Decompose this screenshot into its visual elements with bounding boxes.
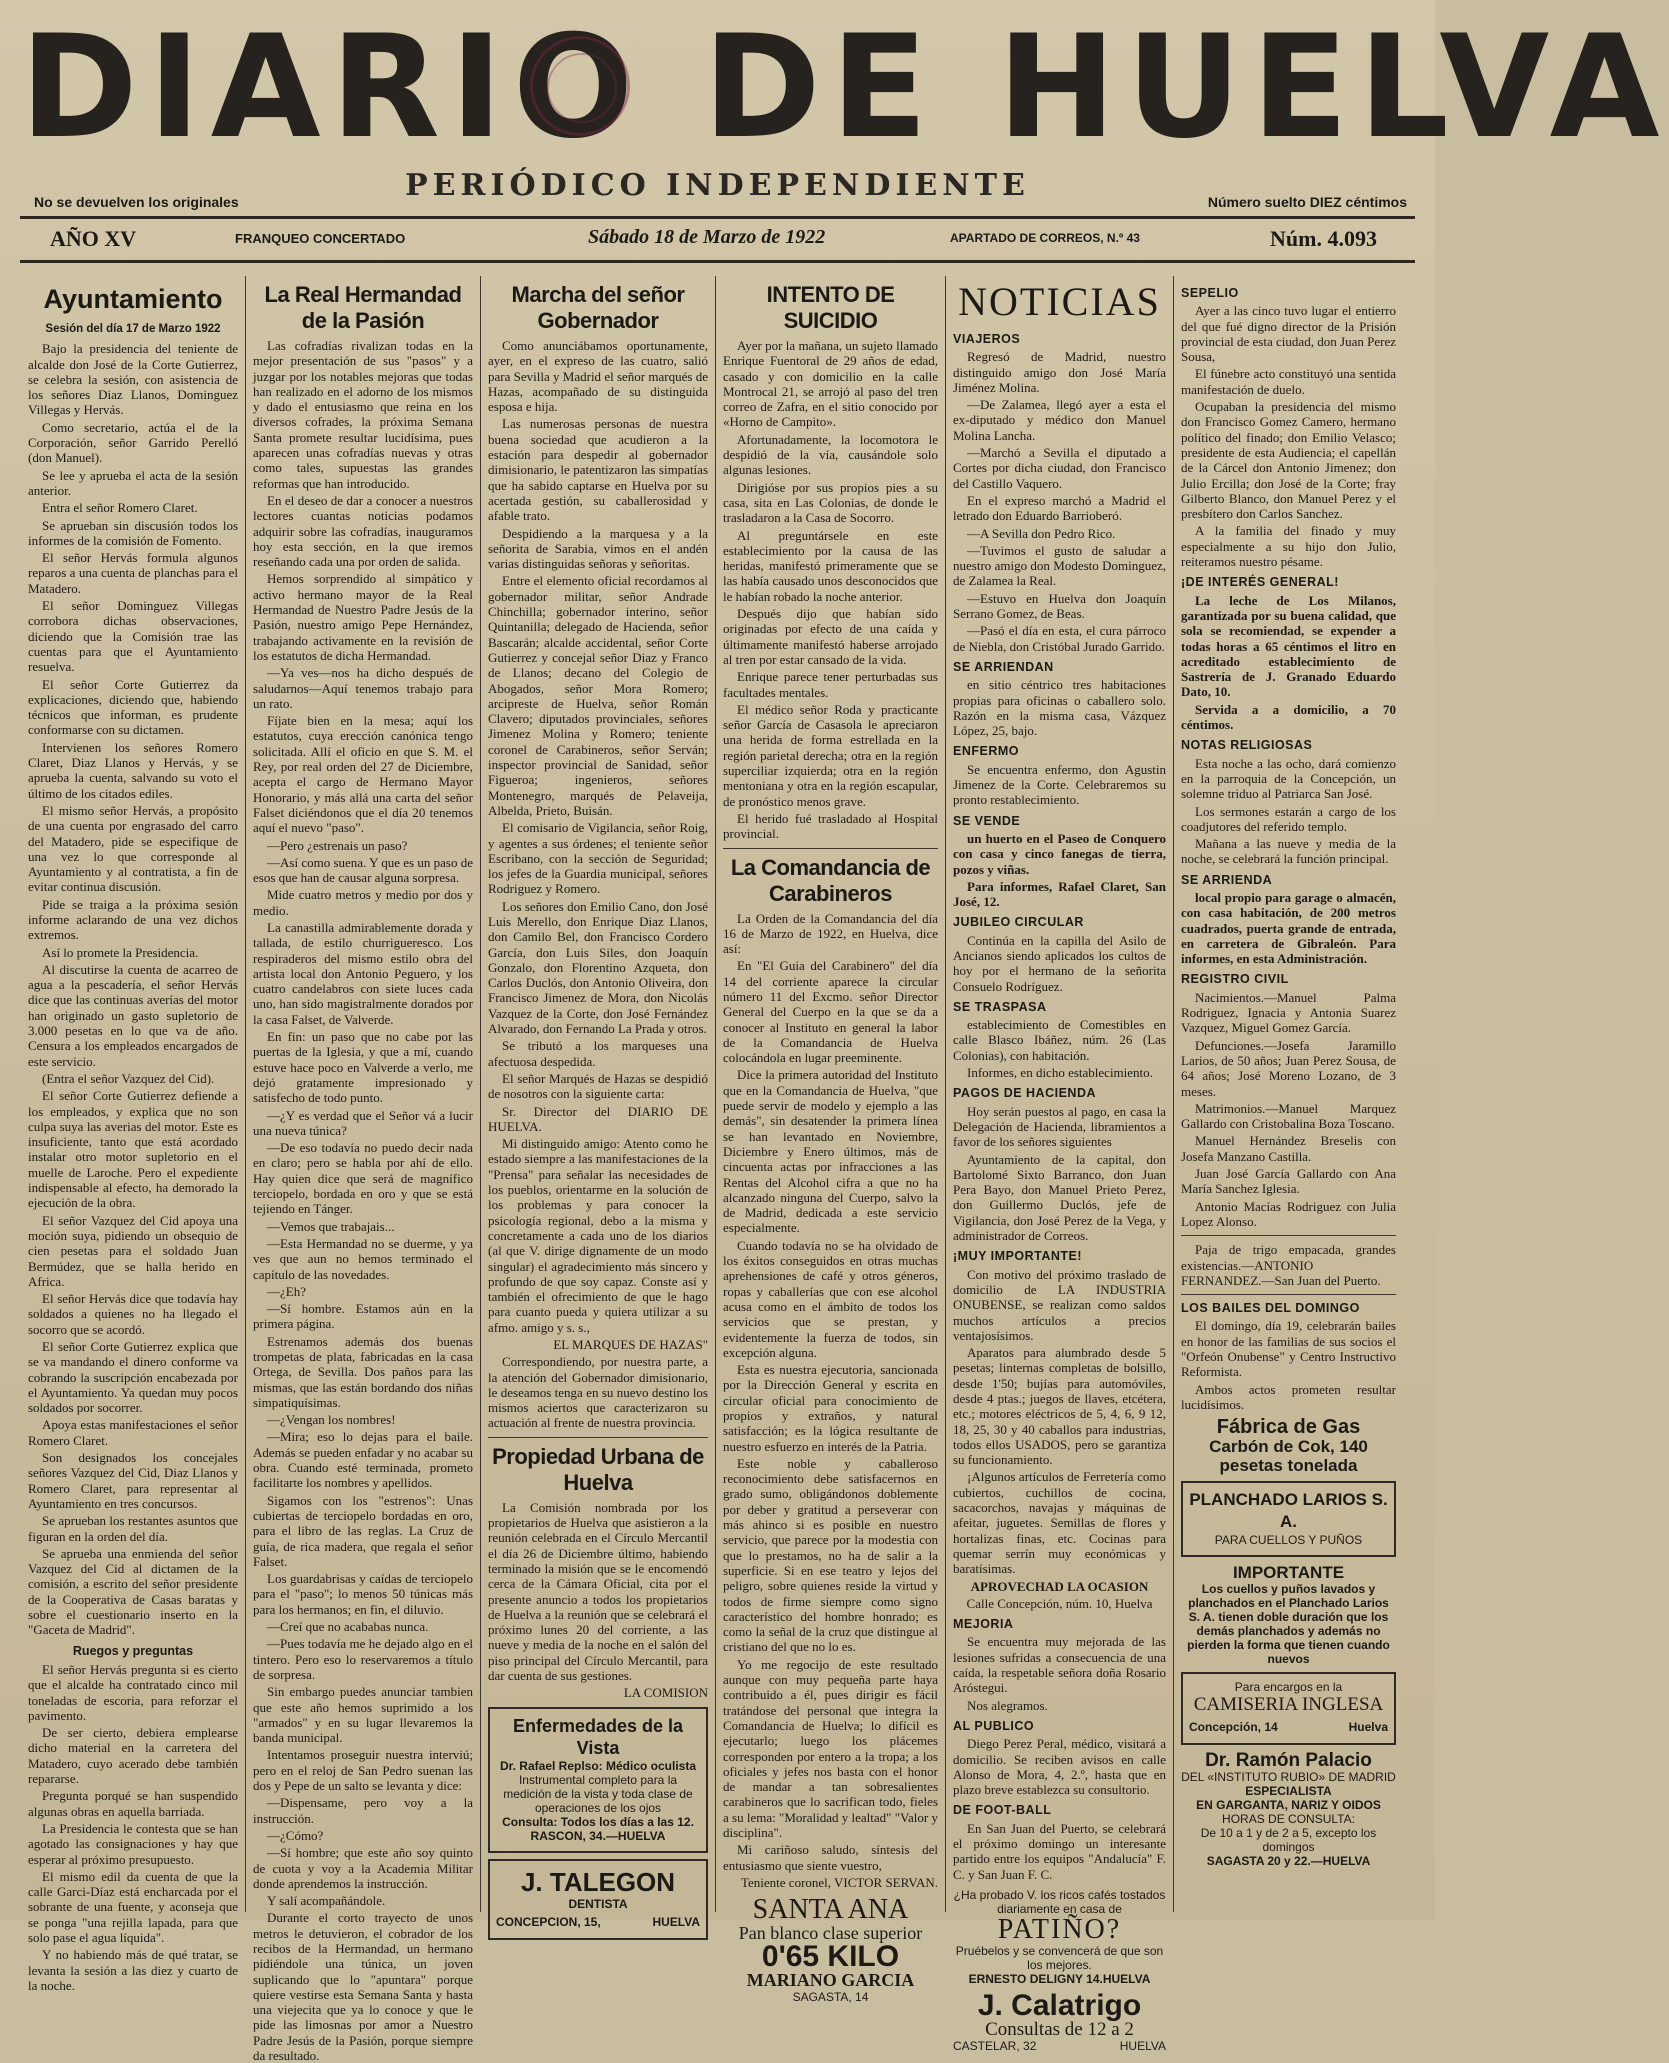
paragraph: Con motivo del próximo traslado de domicilio de LA INDUSTRIA ONUBENSE, se realizan como saldos muchos artículos a precios ventajosísimos. [953, 1266, 1166, 1343]
paragraph: Hemos sorprendido al simpático y activo hermano mayor de la Real Hermandad de Nuestro Padre Jesús de la Pasión, nuestro amigo Pepe Hernández, trabajando activamente en la revisión de los estatutos de dicha Hermandad. [253, 571, 473, 663]
paragraph: Aparatos para alumbrado desde 5 pesetas; linternas completas de bolsillo, desde 1'50; bujías para automóviles, desde 4 ptas.; juegos de llaves, etcétera, etc.; motores eléctricos de 5, 4, 6, 9 12, 18, 25, 30 y 40 caballos para industrias, todos ellos USADOS, pero se garantiza su funcionamiento. [953, 1345, 1166, 1468]
ad-city: HUELVA [652, 1914, 700, 1929]
ad-role: DENTISTA [568, 1896, 628, 1911]
paragraph: Nacimientos.—Manuel Palma Rodriguez, Ignacia y Antonia Suarez Vazquez, Miguel Gomez García. [1181, 989, 1396, 1036]
article-title: Marcha del señor Gobernador [511, 282, 685, 333]
paragraph: Fíjate bien en la mesa; aquí los estatutos, cuya erección canónica tengo solicitada. Allí el oficio en que S. M. el Rey, por real orden del 27 de Diciembre, acepta el cargo de Hermano Mayor Honorario, y más allá una carta del señor Falset diciéndonos que el día 20 tenemos aquí el nuevo "paso". [253, 713, 473, 836]
paragraph: —Mira; eso lo dejas para el baile. Además se pueden enfadar y no acabar su obra. Cuando esté terminada, prometo facilitarte los nombres y apellidos. [253, 1429, 473, 1491]
paragraph: Así lo promete la Presidencia. [42, 944, 199, 960]
ad-title: CAMISERIA INGLESA [1193, 1694, 1384, 1716]
top-rule [20, 216, 1415, 219]
paragraph: Se aprueban sin discusión todos los informes de la comisión de Fomento. [28, 517, 238, 548]
paragraph: —Dispensame, pero voy a la instrucción. [253, 1795, 473, 1826]
ad-owner: MARIANO GARCIA [746, 1970, 915, 1991]
column-gobernador [488, 280, 708, 1929]
paragraph: Sin embargo puedes anunciar tambien que este año hemos suprimido a los "armados" y en su lugar llevaremos la banda municipal. [253, 1684, 473, 1746]
section-heading: SE ARRIENDA [1181, 872, 1273, 887]
paragraph: Las numerosas personas de nuestra buena sociedad que acudieron a la estación para despedir al gobernador dimisionario, le patentizaron las simpatías que ha sabido captarse en Huelva por su acertada gestión, su caballerosidad y afable trato. [488, 416, 708, 524]
ad-text: HORAS DE CONSULTA: [1222, 1812, 1355, 1827]
ad-title: Enfermedades de la Vista [512, 1715, 684, 1758]
paragraph: Nos alegramos. [967, 1697, 1048, 1713]
ad-title: IMPORTANTE [1232, 1563, 1345, 1583]
ad-text: DEL «INSTITUTO RUBIO» DE MADRID [1181, 1770, 1396, 1785]
ad-address: CASTELAR, 32 [953, 2038, 1037, 2053]
paragraph: Se lee y aprueba el acta de la sesión anterior. [28, 467, 238, 498]
section-heading: SE TRASPASA [953, 999, 1047, 1014]
paragraph: —Esta Hermandad no se duerme, y ya ves que aun no hemos terminado el capítulo de las novedades. [253, 1235, 473, 1282]
section-heading: REGISTRO CIVIL [1181, 972, 1289, 987]
paragraph: Calle Concepción, núm. 10, Huelva [966, 1595, 1153, 1611]
paragraph: Los guardabrisas y caídas de terciopelo para el "paso"; lo menos 50 túnicas más para los hermanos; en fin, el diluvio. [253, 1571, 473, 1617]
paragraph: Ayuntamiento de la capital, don Bartolomé Sixto Barranco, don Juan Pera Bayo, don Manuel Prieto Perez, don Guillermo Duclós, jefe de Vigilancia, don José Perez de la Vega, y administrador de Correos. [953, 1151, 1166, 1244]
paragraph: Mi distinguido amigo: Atento como he estado siempre a las manifestaciones de la "Prensa" para señalar las necesidades de los pueblos, orientarme en la solución de los problemas y para conocer la psicología regional, debo a la misma y concretamente a cada uno de los diarios (al que V. dirige dignamente de un modo singular) el agradecimiento más sincero y profundo de que soy capaz. Conste así y también el ofrecimiento de que le hago para cuanto pueda y quiera utilizar a su afmo. amigo y s. s., [488, 1136, 708, 1335]
paragraph: El médico señor Roda y practicante señor García de Casasola le apreciaron una herida de forma estrellada en la región parietal derecha; otra en la región superciliar izquierda; otra en la región mentoniana y otra en la región escapular, de pronóstico menos grave. [723, 701, 938, 809]
ad-address: SAGASTA 20 y 22.—HUELVA [1206, 1854, 1371, 1869]
ad-importante [1181, 1563, 1396, 1666]
separator [1181, 1294, 1396, 1295]
ad-name: SANTA ANA [752, 1894, 909, 1926]
ad-title: Fábrica de Gas [1216, 1416, 1361, 1439]
paragraph: (Entra el señor Vazquez del Cid). [42, 1070, 215, 1086]
column-divider [1173, 276, 1174, 1912]
paragraph: Enrique parece tener perturbadas sus facultades mentales. [723, 669, 938, 700]
paragraph: —¿Vengan los nombres! [267, 1412, 396, 1428]
paragraph: en sitio céntrico tres habitaciones propias para oficinas o caballero solo. Razón en la misma casa, Vázquez López, 25, bajo. [953, 677, 1166, 739]
paragraph: La Comisión nombrada por los propietarios de Huelva que asistieron a la reunión celebrada en el Círculo Mercantil el día 26 de Diciembre último, habiendo terminado la misión que se le encomendó cerca de la Cámara Oficial, cita por el presente anuncio a todos los propietarios de Huelva a la reunión que se celebrará el próximo lunes 20 del corriente, a las nueve y media de la noche en el salón del piso principal del Círculo Mercantil, para dar cuenta de sus gestiones. [488, 1499, 708, 1684]
section-title: NOTICIAS [958, 279, 1161, 324]
ad-doctor: Dr. Rafael Replso: Médico oculista [499, 1758, 697, 1773]
paragraph: El mismo señor Hervás, a propósito de una cuenta por engrasado del carro del Matadero, pide se especifique de una vez lo que corresponde al Ayuntamiento y al contratista, a fin de evitar continua discusión. [28, 802, 238, 895]
ad-text: Pan blanco clase superior [738, 1923, 923, 1944]
article-title: Propiedad Urbana de Huelva [492, 1443, 704, 1495]
paragraph: Dirigióse por sus propios pies a su casa, sita en Las Colonias, de donde le trasladaron a la Casa de Socorro. [723, 479, 938, 526]
paragraph: Mide cuatro metros y medio por dos y medio. [253, 887, 473, 918]
paragraph: En San Juan del Puerto, se celebrará el próximo domingo un interesante partido entre los equipos "Andalucía" F. C. y San Juan F. C. [953, 1820, 1166, 1882]
paragraph: Esta noche a las ocho, dará comienzo en la parroquia de la Concepción, un solemne triduo al Patriarca San José. [1181, 755, 1396, 802]
paragraph: La Orden de la Comandancia del día 16 de Marzo de 1922, en Huelva, dice así: [723, 910, 938, 957]
library-stamp [530, 36, 630, 136]
section-heading: NOTAS RELIGIOSAS [1181, 738, 1313, 753]
ad-address: Concepción, 14 [1189, 1720, 1278, 1735]
paragraph: —Vemos que trabajais... [267, 1218, 395, 1234]
paragraph: Durante el corto trayecto de unos metros le detuvieron, el cobrador de los recibos de la Hermandad, un hermano pidiéndole una túnica, un joven suplicando que lo "apuntara" porque quiere vestirse esta Semana Santa y hasta una viejecita que ya lo conoce y que le pide las limosnas por amor a Nuestro Padre Jesús de la Pasión, porque siempre da resultado. [253, 1910, 473, 2063]
paragraph: Ayer a las cinco tuvo lugar el entierro del que fué digno director de la Prisión provincial de esta ciudad, don Juan Perez Sousa, [1181, 303, 1396, 365]
column-ayuntamiento [28, 280, 238, 1993]
ad-address: RASCON, 34.—HUELVA [530, 1828, 666, 1843]
paragraph: Este noble y caballeroso reconocimiento debe satisfacernos en grado sumo, obligándonos doblemente por deber y gratitud a perseverar con más ahinco si es posible en nuestro servicio, que parece por la modestia con que lo prestamos, no ha de salir a la superficie. Si en ese teatro y lejos del peligro, sobre quienes reside la virtud y todos de firme siempre como signo característico del hombre honrado; es como la señal de la cruz que distingue al cristiano del que no lo es. [723, 1455, 938, 1655]
section-heading: VIAJEROS [953, 332, 1021, 346]
paragraph: Correspondiendo, por nuestra parte, a la atención del Gobernador dimisionario, le deseamos tenga en su nuevo destino los mismos aciertos que caracterizaron su actuación al frente de nuestra provincia. [488, 1354, 708, 1431]
paragraph: El señor Dominguez Villegas corrobora dichas observaciones, diciendo que la Comisión trae las cuentas para que el Ayuntamiento resuelva. [28, 598, 238, 675]
separator [488, 1437, 708, 1438]
section-heading: JUBILEO CIRCULAR [953, 915, 1084, 930]
section-heading: PAGOS DE HACIENDA [953, 1086, 1097, 1101]
paragraph: El domingo, día 19, celebrarán bailes en honor de las familias de sus socios el "Orfeón Onubense" y Centro Instructivo Reformista. [1181, 1318, 1396, 1380]
bottom-rule [20, 260, 1415, 263]
ad-santa-ana [723, 1896, 938, 2004]
paragraph: Paja de trigo empacada, grandes existencias.—ANTONIO FERNANDEZ.—San Juan del Puerto. [1181, 1242, 1396, 1288]
paragraph: Antonio Macías Rodriguez con Julia Lopez Alonso. [1181, 1198, 1396, 1229]
ad-text: ESPECIALISTA [1245, 1784, 1332, 1799]
paragraph: Se aprueba una enmienda del señor Vazquez del Cid al dictamen de la comisión, a escrito del señor presidente de la Cooperativa de Casas baratas y sobre el cuestionario inserto en la "Gaceta de Madrid". [28, 1545, 238, 1638]
paragraph: Diego Perez Peral, médico, visitará a domicilio. Se reciben avisos en calle Alonso de Mora, 4, 2.º, hasta que en plazo breve establezca su consultorio. [953, 1736, 1166, 1798]
paragraph: El señor Marqués de Hazas se despidió de nosotros con la siguiente carta: [488, 1070, 708, 1102]
paragraph: Entre el elemento oficial recordamos al gobernador militar, señor Andrade Chinchilla; gobernador interino, señor Quintanilla; delegado de Hacienda, señor Bascarán; alcalde accidental, señor Corte Gutierrez y concejal señor Diaz y Franco de Llanos; decano del Colegio de Abogados, señor Mora Romero; arcipreste de Huelva, señor Román Clavero; diputados provinciales, señores Jimenez Molina y Romero; teniente coronel de Carabineros, señor Serván; inspector provincial de Sanidad, señor Figueroa; ingenieros, señores Montenegro, marqués de Pelaveija, Albelda, Prieto, Buisán. [488, 573, 708, 818]
paragraph: Apoya estas manifestaciones el señor Romero Claret. [28, 1417, 238, 1448]
paragraph: Al preguntársele en este establecimiento por la causa de las heridas, manifestó primeramente que se las había causado unos desconocidos que le habían robado la noche anterior. [723, 527, 938, 604]
paragraph: Y salí acompañándole. [267, 1893, 386, 1909]
paragraph: Esta es nuestra ejecutoria, sancionada por la Dirección General y escrita en circular oficial para conocimiento de propios y extraños, y natural satisfacción; es la lógica resultante de nuestro esfuerzo en interés de la Patria. [723, 1362, 938, 1454]
column-hermandad [253, 280, 473, 2063]
ad-text: Pruébelos y se convencerá de que son los mejores. [955, 1943, 1164, 1972]
paragraph: La leche de Los Milanos, garantizada por su buena calidad, que sola se recomiendad, se expender a todas horas a 65 céntimos el litro en acreditado establecimiento de Sastrería de J. Granado Eduardo Dato, 10. [1181, 592, 1396, 700]
section-kicker: Ruegos y preguntas [72, 1643, 194, 1658]
franqueo-note: FRANQUEO CONCERTADO [235, 231, 406, 246]
paragraph: Son designados los concejales señores Vazquez del Cid, Diaz Llanos y Romero Claret, para representar al Ayuntamiento en tres concursos. [28, 1450, 238, 1511]
paragraph: Y no habiendo más de qué tratar, se levanta la sesión a las diez y cuarto de la noche. [28, 1947, 238, 1993]
paragraph: Regresó de Madrid, nuestro distinguido amigo don José María Jiménez Molina. [953, 349, 1166, 395]
ad-name: J. Calatrigo [977, 1988, 1142, 2022]
paragraph: Bajo la presidencia del teniente de alcalde don José de la Corte Gutierrez, se celebra la sesión, con asistencia de los señores Diaz Llanos, Dominguez Villegas y Hervás. [28, 341, 238, 418]
paragraph: —Marchó a Sevilla el diputado a Cortes por dicha ciudad, don Francisco del Castillo Vaquero. [953, 445, 1166, 491]
ad-fabrica-gas [1181, 1418, 1396, 1475]
ad-text: EN GARGANTA, NARIZ Y OIDOS [1196, 1798, 1381, 1813]
paragraph: Para informes, Rafael Claret, San José, 12. [953, 878, 1166, 910]
paragraph: Se encuentra muy mejorada de las lesiones sufridas a consecuencia de una caída, la respetable señora doña Rosario Aróstegui. [953, 1634, 1166, 1696]
ad-address: CONCEPCION, 15, [496, 1914, 601, 1929]
paragraph: —¿Cómo? [267, 1827, 324, 1843]
masthead [20, 5, 1669, 258]
paragraph: A la familia del finado y muy especialmente a su hijo don Julio, reiteramos nuestro pésame. [1181, 523, 1396, 570]
column-suicidio [723, 280, 938, 2005]
paragraph: Matrimonios.—Manuel Marquez Gallardo con Cristobalina Boza Toscano. [1181, 1100, 1396, 1132]
paragraph: Intervienen los señores Romero Claret, Diaz Llanos y Hervás, y se aprueba la cuenta, salvando su voto el último de los citados ediles. [28, 739, 238, 801]
paragraph: Las cofradías rivalizan todas en la mejor presentación de sus "pasos" y a juzgar por los notables mejoras que todas han realizado en el adorno de los mismos y dado el entusiasmo que reina en los diversos cofrades, la próxima Semana Santa promete resultar lucidísima, pues aparecen unas cofradías nuevas y otras como tales, supuestas las grandes reformas que han introducido. [253, 338, 473, 491]
paragraph: La canastilla admirablemente dorada y tallada, de estilo churrigueresco. Los respiraderos del mismo estilo obra del artista local don Antonio Peguero, y los cuatro candelabros con siete luces cada uno, han sido magistralmente dorados por la casa Falset, de Valverde. [253, 919, 473, 1027]
paragraph: Los señores don Emilio Cano, don José Luis Merello, don Enrique Diaz Llanos, don Camilo Bel, don Francisco Cordero García, don Luis Siles, don Joaquín Gonzalo, don Florentino Azqueta, don Carlos Duclós, don Antonio Oliveira, don Francisco Jimenez de Mora, don Nicolás Vazquez de la Corte, don José Fernández Alvarado, don Fernando La Prada y otros. [488, 898, 708, 1037]
ad-consult: Consulta: Todos los días a las 12. [502, 1814, 694, 1829]
ad-city: Huelva [1348, 1720, 1388, 1735]
section-heading: SE VENDE [953, 813, 1021, 828]
paragraph: Hoy serán puestos al pago, en casa la Delegación de Hacienda, libramientos a favor de los señores siguientes [953, 1103, 1166, 1150]
paragraph: En "El Guia del Carabinero" del día 14 del corriente aparece la circular número 11 del Excmo. señor Director General del Cuerpo en la que se da a conocer al Instituto en general la labor de la Comandancia de Huelva colocándola en lugar preeminente. [723, 958, 938, 1066]
newspaper-subtitle: PERIÓDICO INDEPENDIENTE [405, 168, 1030, 203]
paragraph: —A Sevilla don Pedro Rico. [967, 525, 1116, 541]
paragraph: —Pues todavía me he dejado algo en el tintero. Pero eso lo reservaremos a título de sorpresa. [253, 1636, 473, 1682]
paragraph: El herido fué trasladado al Hospital provincial. [723, 810, 938, 842]
paragraph: Se aprueban los restantes asuntos que figuran en la orden del día. [28, 1513, 238, 1544]
paragraph: local propio para garage o almacén, con casa habitación, de 200 metros cuadrados, puerta grande de entrada, en carretera de Gibraleón. Para informes, en esta Administración. [1181, 889, 1396, 967]
paragraph: Informes, en dicho establecimiento. [967, 1065, 1153, 1081]
letter-signature: EL MARQUES DE HAZAS" [553, 1337, 708, 1352]
article-title: La Real Hermandad de la Pasión [264, 282, 462, 333]
paragraph: ¡Algunos artículos de Ferretería como cubiertos, cuchillos de cocina, sacacorchos, navajas y máquinas de afeitar, juguetes. Semillas de flores y hortalizas finas, etc. Cocinas para quemar serrín muy económicas y baratísimas. [953, 1469, 1166, 1577]
paragraph: El señor Hervás formula algunos reparos a una cuenta de planchas para el Matadero. [28, 550, 238, 596]
issue-number: Núm. 4.093 [1270, 226, 1377, 251]
paragraph: —Estuvo en Huelva don Joaquín Serrano Gomez, de Beas. [953, 590, 1166, 622]
ad-title: PLANCHADO LARIOS S. A. [1189, 1490, 1388, 1532]
paragraph: Entra el señor Romero Claret. [42, 500, 198, 516]
paragraph: La Presidencia le contesta que se han agotado las consignaciones y hay que esperar al próximo presupuesto. [28, 1820, 238, 1867]
section-heading: SE ARRIENDAN [953, 659, 1054, 674]
separator [1181, 1235, 1396, 1236]
section-heading: LOS BAILES DEL DOMINGO [1181, 1301, 1360, 1316]
paragraph: El señor Hervás pregunta si es cierto que el alcalde ha contratado cinco mil toneladas de escoria, para reforzar el pavimento. [28, 1661, 238, 1723]
paragraph: —De Zalamea, llegó ayer a esta el ex-diputado y médico don Manuel Molina Lancha. [953, 397, 1166, 443]
paragraph: Despidiendo a la marquesa y a la señorita de Sarabia, vimos en el andén varias distinguidas señoras y señoritas. [488, 525, 708, 572]
column-divider [945, 276, 946, 1912]
signature: Teniente coronel, VICTOR SERVAN. [740, 1874, 938, 1890]
column-divider [480, 276, 481, 1912]
ad-address: SAGASTA, 14 [792, 1990, 869, 2005]
article-title: INTENTO DE SUICIDIO [766, 282, 895, 333]
paragraph: —Así como suena. Y que es un paso de esos que han de causar alguna sorpresa. [253, 854, 473, 886]
paragraph: Sigamos con los "estrenos": Unas cubiertas de terciopelo bordadas en oro, para el libro de las reglas. La Cruz de guía, de rica madera, que regala el señor Falset. [253, 1492, 473, 1569]
paragraph: Manuel Hernández Breselis con Josefa Manzano Castilla. [1181, 1133, 1396, 1164]
paragraph: Mañana a las nueve y media de la noche, se celebrará la función principal. [1181, 836, 1396, 867]
ad-name: PATIÑO? [997, 1913, 1122, 1945]
ad-address-row [496, 1915, 700, 1930]
ad-subtitle: PARA CUELLOS Y PUÑOS [1214, 1533, 1363, 1548]
paragraph: Como secretario, actúa el de la Corporación, señor Garrido Perelló (don Manuel). [28, 419, 238, 466]
ad-planchado-larios [1181, 1481, 1396, 1557]
paragraph: Como anunciábamos oportunamente, ayer, en el expreso de las cuatro, salió para Sevilla y Madrid el señor marqués de Hazas, acompañado de su distinguida esposa e hija. [488, 338, 708, 415]
ad-ramon-palacio [1181, 1751, 1396, 1868]
paragraph: un huerto en el Paseo de Conquero con casa y cinco fanegas de tierra, pozos y viñas. [953, 830, 1166, 877]
paragraph: Yo me regocijo de este resultado aunque con muy pequeña parte haya contribuido a él, pues dirigir es fácil tratándose del personal que integra la Comandancia de Huelva; lo difícil es ejecutarlo; luego los plácemes corresponden por entero a la tropa; a los oficiales y jefes nos basta con el honor de mandar a tan sobresalientes carabineros que lo sacrifican todo, fieles a su lema: "Moralidad y lealtad" "Valor y disciplina". [723, 1656, 938, 1841]
paragraph: De ser cierto, debiera emplearse dicho material en la carretera del Matadero, cuyo acerado debe también repararse. [28, 1725, 238, 1787]
article-title: Ayuntamiento [43, 284, 223, 314]
paragraph: Los sermones estarán a cargo de los coadjutores del referido templo. [1181, 803, 1396, 834]
section-heading: ENFERMO [953, 744, 1019, 759]
paragraph: —¿Eh? [267, 1283, 306, 1299]
ad-address-row [1189, 1720, 1388, 1735]
paragraph: Estrenamos además dos buenas trompetas de plata, fabricadas en la casa Ortega, de Sevilla. Dos paños para las mismas, que las están bordando dos niñas simpatiquísimas. [253, 1333, 473, 1410]
article-subtitle: Sesión del día 17 de Marzo 1922 [45, 323, 221, 335]
paragraph: Servida a a domicilio, a 70 céntimos. [1181, 701, 1396, 733]
paragraph: Defunciones.—Josefa Jaramillo Larios, de 50 años; Juan Perez Sousa, de 64 años; José Moreno Lozano, de 3 meses. [1181, 1037, 1396, 1099]
paragraph: Se encuentra enfermo, don Agustin Jimenez de la Corte. Celebraremos su pronto restablecimiento. [953, 761, 1166, 808]
paragraph: Al discutirse la cuenta de acarreo de agua a la pescadería, el señor Hervás dice que las continuas averías del motor han originado un gasto supletorio de 3.000 pesetas en lo que va de año. Censura a los empleados encargados de este servicio. [28, 961, 238, 1069]
paragraph: Cuando todavía no se ha olvidado de los éxitos conseguidos en otras muchas aprehensiones de café y otros géneros, ropas y caballerías que con ese alcohol acusa como en el ámbito de todos los servicios que se prestan, y evidentemente la fuerza de todos, sin excepción alguna. [723, 1237, 938, 1360]
paragraph: —Pero ¿estrenais un paso? [267, 837, 408, 853]
ad-dentista [488, 1859, 708, 1940]
issue-year: AÑO XV [50, 226, 137, 251]
ad-city: HUELVA [1119, 2038, 1166, 2053]
paragraph: APROVECHAD LA OCASION [970, 1578, 1149, 1594]
paragraph: El señor Corte Gutierrez explica que se va mandando el dinero conforme va cobrando la suscripción encabezada por el Ayuntamiento. Ya quedan muy pocos soldados por socorrer. [28, 1339, 238, 1416]
paragraph: El señor Vazquez del Cid apoya una moción suya, pidiendo un obsequio de cien pesetas para el soldado Juan Bermúdez, que se halla herido en Africa. [28, 1212, 238, 1289]
price-note: Número suelto DIEZ céntimos [1207, 194, 1407, 210]
paragraph: Ocupaban la presidencia del mismo don Francisco Gomez Camero, hermano político del finado; don Emilio Velasco; presidente de esta Audiencia; el capellán de la Cárcel don Antonio Jimenez; don Julio Ercilla; don José de la Corte; fray Gilberto Blanco, don Manuel Perez y el presbítero don Carlos Sanchez. [1181, 399, 1396, 522]
column-divider [715, 276, 716, 1912]
ad-text: Los cuellos y puños lavados y planchados en el Planchado Larios S. A. tienen doble duración que los demás planchados y además no pierden la forma que tienen cuando nuevos [1187, 1582, 1390, 1667]
paragraph: Juan José García Gallardo con Ana María Sanchez Iglesia. [1181, 1166, 1396, 1197]
section-heading: SEPELIO [1181, 286, 1239, 300]
paragraph: —¿Y es verdad que el Señor vá a lucir una nueva túnica? [253, 1107, 473, 1138]
paragraph: Pregunta porqué se han suspendido algunas obras en aquella barriada. [28, 1788, 238, 1819]
section-heading: ¡DE INTERÉS GENERAL! [1181, 575, 1339, 590]
section-heading: ¡MUY IMPORTANTE! [953, 1249, 1083, 1264]
paragraph: Continúa en la capilla del Asilo de Ancianos siendo aplicados los cultos de hoy por el hermano de la señorita Consuelo Rodríguez. [953, 932, 1166, 994]
ad-text: Para encargos en la [1234, 1680, 1343, 1695]
ad-address-row [953, 2039, 1166, 2054]
paragraph: El mismo edil da cuenta de que la calle Garci-Díaz está encharcada por el sobrante de una fuente, y aconseja que se ponga "una rejilla lapada, para que solo pase el agua líquida". [28, 1868, 238, 1945]
separator [723, 848, 938, 849]
paragraph: Ayer por la mañana, un sujeto llamado Enrique Fuentoral de 29 años de edad, casado y con domicilio en la calle Montrocal 21, se arrojó al paso del tren correo de Zafra, en el sitio conocido por «Horno de Campito». [723, 338, 938, 430]
ad-hours: Consultas de 12 a 2 [985, 2018, 1134, 2040]
paragraph: Después dijo que habían sido originadas por efecto de una caída y últimamente manifestó haberse arrojado al tren por estar cansado de la vida. [723, 606, 938, 667]
paragraph: establecimiento de Comestibles en calle Blasco Ibáñez, núm. 26 (Las Colonias), con habitación. [953, 1017, 1166, 1063]
column-divider [245, 276, 246, 1912]
paragraph: Afortunadamente, la locomotora le despidió de la vía, causándole solo algunas lesiones. [723, 431, 938, 478]
paragraph: —Pasó el día en esta, el cura párroco de Niebla, don Cristóbal Jurado Garrido. [953, 623, 1166, 654]
paragraph: El señor Hervás dice que todavía hay soldados a quienes no ha llegado el socorro que se acordó. [28, 1291, 238, 1337]
paragraph: Intentamos proseguir nuestra interviú; pero en el reloj de San Pedro suenan las dos y Pepe de un salto se levanta y dice: [253, 1747, 473, 1794]
paragraph: Dice la primera autoridad del Instituto que en la Comandancia de Huelva, "que puede servir de modelo y ejemplo a las demás", sin desatender la primera línea se han levantado en Noviembre, Diciembre y Enero últimos, más de cincuenta actas por infracciones a las Rentas del Alcohol cifra a que no ha alcanzado ninguna del Cuerpo, salvo la de Madrid, dedicada a este servicio especialmente. [723, 1067, 938, 1236]
ad-question: ¿Ha probado V. los ricos cafés tostados diariamente en casa de [953, 1887, 1166, 1916]
paragraph: —Ya ves—nos ha dicho después de saludarnos—Aquí tenemos trabajo para un rato. [253, 665, 473, 711]
ad-oculista [488, 1707, 708, 1853]
paragraph: Se tributó a los marqueses una afectuosa despedida. [488, 1038, 708, 1069]
column-noticias [953, 279, 1166, 2053]
signature: LA COMISION [623, 1685, 708, 1701]
section-heading: MEJORIA [953, 1617, 1014, 1632]
ad-address: ERNESTO DELIGNY 14.HUELVA [968, 1971, 1151, 1986]
paragraph: El señor Corte Gutierrez defiende a los empleados, y explica que no son culpa suya las averias del motor. Este es insuficiente, tanto que está acordado instalar otro motor supletorio en el muelle de Laroche. Pero el expediente indispensable al efecto, ha demorado la ejecución de la obra. [28, 1088, 238, 1211]
ad-name: J. TALEGON [520, 1866, 676, 1897]
ad-name: Dr. Ramón Palacio [1205, 1750, 1372, 1772]
ad-text: Carbón de Cok, 140 pesetas tonelada [1209, 1437, 1368, 1476]
newspaper-title: DIARIO DE HUELVA [20, 5, 1669, 170]
originals-note: No se devuelven los originales [34, 194, 239, 210]
section-heading: DE FOOT-BALL [953, 1803, 1052, 1818]
ad-patino [953, 1888, 1166, 1986]
ad-calatrigo [953, 1988, 1166, 2054]
ad-camiseria-inglesa [1181, 1672, 1396, 1745]
apartado-note: APARTADO DE CORREOS, N.º 43 [950, 231, 1140, 245]
paragraph: Pide se traiga a la próxima sesión informe aclarando de una vez dichos extremos. [28, 896, 238, 943]
article-title: La Comandancia de Carabineros [730, 854, 931, 906]
paragraph: El señor Corte Gutierrez da explicaciones, diciendo que, habiendo técnicos que informan, es prudente conformarse con su dictamen. [28, 676, 238, 738]
paragraph: —Tuvimos el gusto de saludar a nuestro amigo don Modesto Dominguez, de Zalamea la Real. [953, 542, 1166, 589]
paragraph: En el deseo de dar a conocer a nuestros lectores cuantas noticias podamos adquirir sobre las cofradías, inauguramos hoy esta sección, en la que iremos reseñando cada una por orden de salida. [253, 492, 473, 570]
paragraph: En fin: un paso que no cabe por las puertas de la Iglesia, y que a mí, cuando estuve hace poco en Valverde a verlo, me dejó gratamente impresionado y satisfecho de todo punto. [253, 1029, 473, 1106]
paragraph: —De eso todavía no puedo decir nada en claro; pero se habla por ahí de ello. Hay quien dice que será de magnífico terciopelo, bordada en oro y que se está tejiendo en Tánger. [253, 1140, 473, 1217]
issue-info-bar [20, 222, 1415, 258]
paragraph: Mi cariñoso saludo, síntesis del entusiasmo que siente vuestro, [723, 1842, 938, 1873]
paragraph: Ambos actos prometen resultar lucidísimos. [1181, 1381, 1396, 1412]
paragraph: —Creí que no acababas nunca. [267, 1619, 429, 1635]
column-sepelio [1181, 280, 1396, 1910]
section-heading: AL PUBLICO [953, 1718, 1035, 1733]
ad-price: 0'65 KILO [761, 1940, 900, 1974]
paragraph: —Sí hombre; que este año soy quinto de cuota y voy a la Academia Militar donde aprendemos la instrucción. [253, 1845, 473, 1891]
ad-text: Instrumental completo para la medición de la vista y toda clase de operaciones de los ojos [503, 1772, 693, 1815]
issue-date: Sábado 18 de Marzo de 1922 [588, 226, 826, 248]
paragraph: El fúnebre acto constituyó una sentida manifestación de duelo. [1181, 366, 1396, 397]
paragraph: El comisario de Vigilancia, señor Roig, y agentes a sus órdenes; el teniente señor Escribano, con la sección de Seguridad; los jefes de la Guardia municipal, señores Rodriguez y Romero. [488, 820, 708, 897]
paragraph: Sr. Director del DIARIO DE HUELVA. [488, 1103, 708, 1134]
paragraph: En el expreso marchó a Madrid el letrado don Eduardo Barrioberó. [953, 492, 1166, 524]
ad-hours: De 10 a 1 y de 2 a 5, excepto los domingos [1200, 1826, 1377, 1855]
paragraph: —Sí hombre. Estamos aún en la primera página. [253, 1301, 473, 1332]
